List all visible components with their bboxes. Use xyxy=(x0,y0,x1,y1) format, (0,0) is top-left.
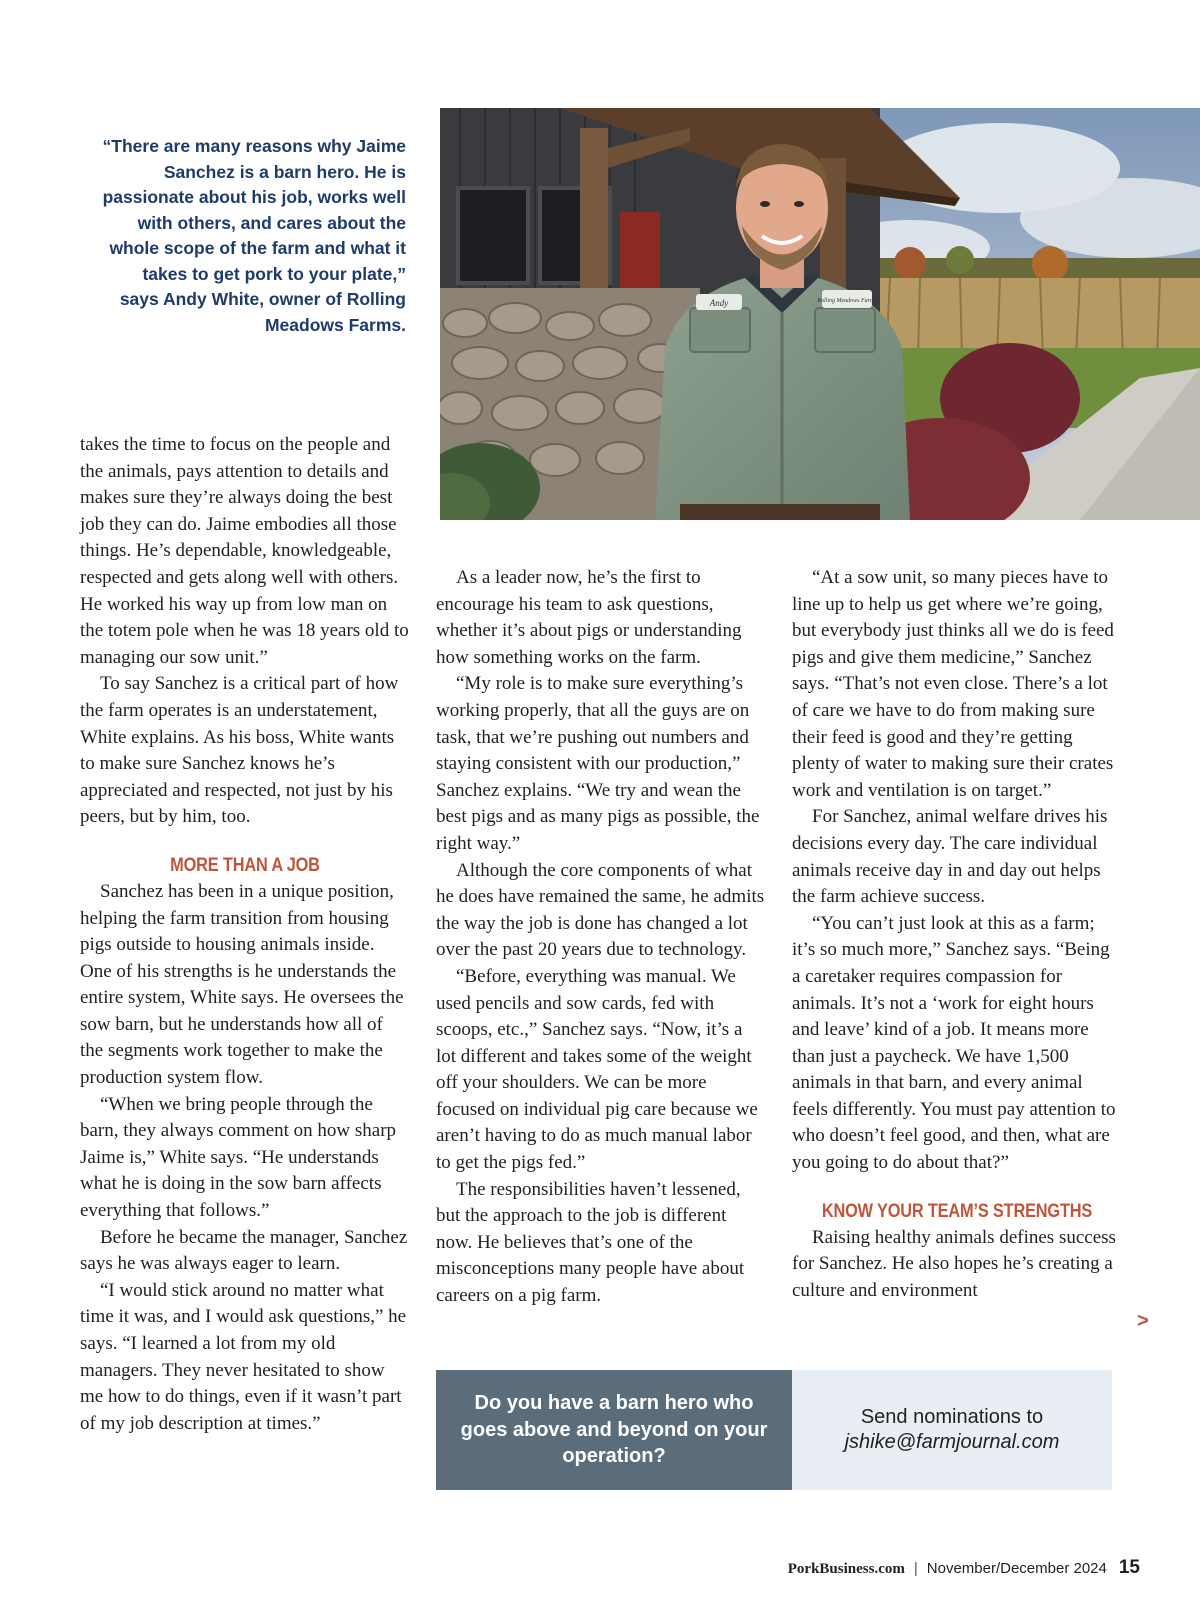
paragraph: Raising healthy animals defines success for Sanchez. He also hopes he’s creating a culture and environment xyxy=(792,1226,1116,1301)
page-number: 15 xyxy=(1118,1557,1140,1578)
paragraph: “When we bring people through the barn, they always comment on how sharp Jaime is,” White says. “He understands what he is doing in the sow barn affects everything that follows.” xyxy=(80,1093,397,1222)
paragraph: “My role is to make sure everything’s working properly, that all the guys are on task, that we’re pushing out numbers and staying consistent with our production,” Sanchez explains. “We try and wean the best pigs and as many pigs as possible, the right way.” xyxy=(436,673,760,854)
callout-question: Do you have a barn hero who goes above and beyond on your operation? xyxy=(436,1370,792,1490)
feature-photo xyxy=(440,108,1200,520)
photo-illustration xyxy=(440,108,1200,520)
article-column-2 xyxy=(436,565,766,1310)
paragraph: The responsibilities haven’t lessened, but the approach to the job is different now. He believes that’s one of the misconceptions many people have about careers on a pig farm. xyxy=(436,1178,745,1307)
nomination-email-link[interactable]: jshike@farmjournal.com xyxy=(844,1431,1060,1453)
paragraph: takes the time to focus on the people and the animals, pays attention to details and makes sure they’re always doing the best job they can do. Jaime embodies all those things. He’s dependable, knowledgeable, respected and gets along well with others. He worked his way up from low man on the totem pole when he was 18 years old to managing our sow unit.” xyxy=(80,434,409,668)
paragraph: As a leader now, he’s the first to encourage his team to ask questions, whether it’s about pigs or understanding how something works on the farm. xyxy=(436,567,742,668)
paragraph: “You can’t just look at this as a farm; it’s so much more,” Sanchez says. “Being a caretaker requires compassion for animals. It’s not a ‘work for eight hours and leave’ kind of a job. It means more than just a paycheck. We have 1,500 animals in that barn, and every animal feels differently. You must pay attention to who doesn’t feel good, and then, what are you going to do about that?” xyxy=(792,912,1116,1174)
section-heading-know-your-teams-strengths: KNOW YOUR TEAM’S STRENGTHS xyxy=(821,1200,1093,1222)
paragraph: “I would stick around no matter what time it was, and I would ask questions,” he says. “I learned a lot from my old managers. They never hesitated to show me how to do things, even if it wasn’t part of my job description at times.” xyxy=(80,1279,407,1434)
nomination-callout xyxy=(436,1370,1112,1490)
article-column-3 xyxy=(792,565,1122,1304)
footer-site: PorkBusiness.com xyxy=(787,1561,905,1577)
paragraph: Before he became the manager, Sanchez says he was always eager to learn. xyxy=(80,1226,408,1275)
name-tag: Andy xyxy=(709,298,729,308)
section-heading-more-than-a-job: MORE THAN A JOB xyxy=(170,854,320,876)
paragraph: Sanchez has been in a unique position, helping the farm transition from housing pigs outside to housing animals inside. One of his strengths is he understands the entire system, White says. He oversees the sow barn, but he understands how all of the segments work together to make the production system flow. xyxy=(80,880,404,1089)
pull-quote: “There are many reasons why Jaime Sanchez is a barn hero. He is passionate about his job, works well with others, and cares about the whole scope of the farm and what it takes to get pork to your plate,” says Andy White, owner of Rolling Meadows Farms. xyxy=(102,136,406,335)
footer-separator: | xyxy=(913,1560,918,1577)
paragraph: For Sanchez, animal welfare drives his decisions every day. The care individual animals receive day in and day out helps the farm achieve success. xyxy=(792,806,1108,908)
paragraph: “Before, everything was manual. We used pencils and sow cards, fed with scoops, etc.,” Sanchez says. “Now, it’s a lot different and takes some of the weight off your shoulders. We can be more focused on individual pig care because we aren’t having to do as much manual labor to get the pigs fed.” xyxy=(436,965,758,1174)
paragraph: To say Sanchez is a critical part of how the farm operates is an understatement, White explains. As his boss, White wants to make sure Sanchez knows he’s appreciated and respected, not just by his peers, but by him, too. xyxy=(80,673,399,828)
page-footer xyxy=(788,1557,1140,1579)
farm-tag: Rolling Meadows Farms xyxy=(817,298,877,304)
footer-issue: November/December 2024 xyxy=(926,1560,1107,1577)
callout-contact xyxy=(792,1370,1112,1490)
continued-arrow-icon: > xyxy=(1137,1310,1149,1332)
paragraph: “At a sow unit, so many pieces have to line up to help us get where we’re going, but everybody just thinks all we do is feed pigs and give them medicine,” Sanchez says. “That’s not even close. There’s a lot of care we have to do from making sure their feed is good and they’re getting plenty of water to making sure their crates work and ventilation is on target.” xyxy=(792,567,1114,801)
paragraph: Although the core components of what he does have remained the same, he admits the way the job is done has changed a lot over the past 20 years due to technology. xyxy=(436,859,765,961)
send-nominations-label: Send nominations to xyxy=(860,1406,1044,1428)
article-column-1 xyxy=(80,432,410,1437)
